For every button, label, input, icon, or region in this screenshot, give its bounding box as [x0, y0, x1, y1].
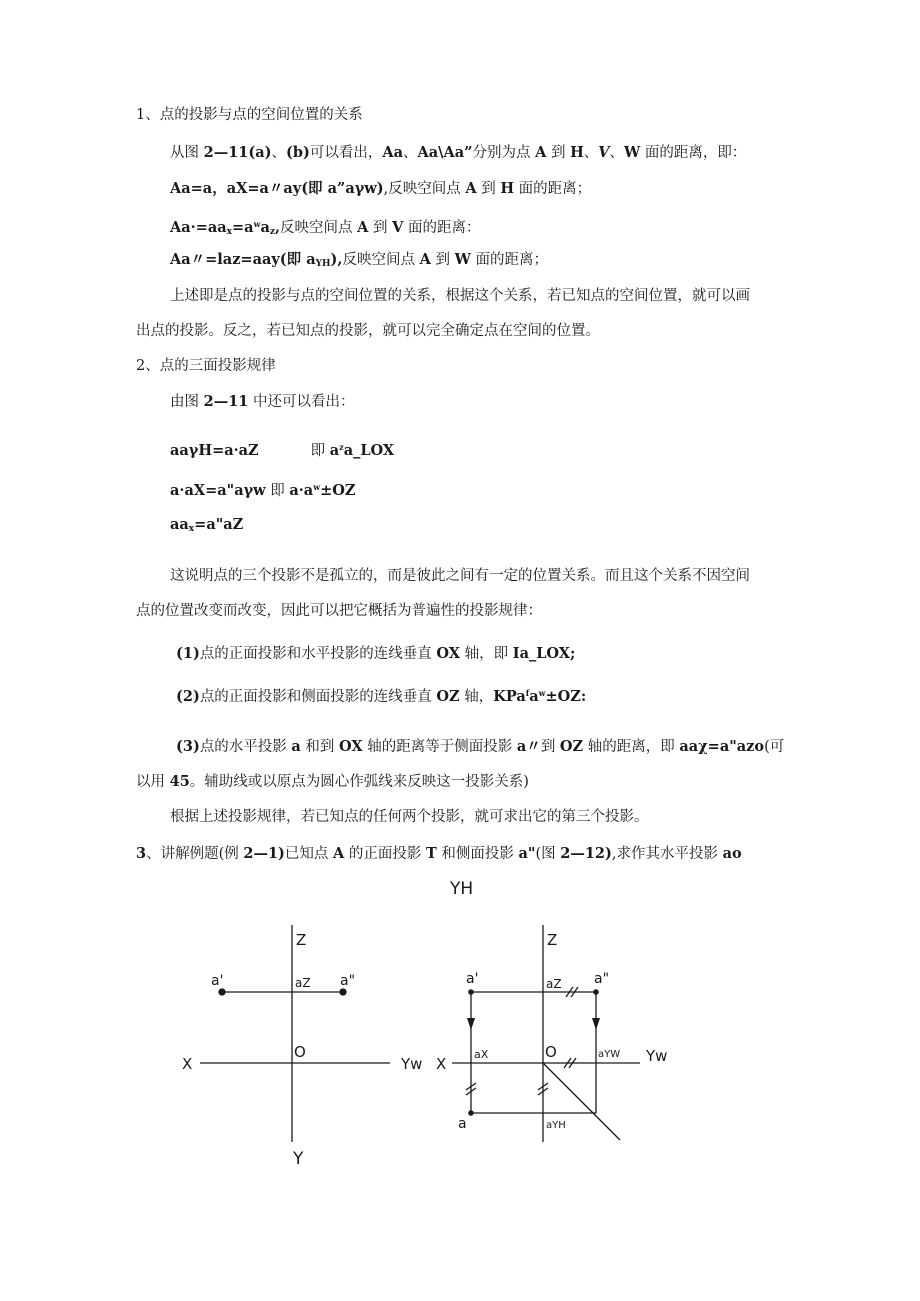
paragraph-4b: 点的位置改变而改变，因此可以把它概括为普遍性的投影规律： [136, 603, 542, 619]
formula-1: Aa=a，aX=a〃ay(即 a”aγw),反映空间点 A 到 H 面的距离； [170, 180, 592, 197]
formula-2: $Aa\cdot=aa_x=a^wa_z$,反映空间点 A 到 V 面的距离： [170, 219, 481, 237]
left-label-x: X [182, 1055, 193, 1073]
right-point-a-prime [468, 989, 474, 995]
paragraph-4a: 这说明点的三个投影不是孤立的，而是彼此之间有一定的位置关系。而且这个关系不因空间 [170, 568, 750, 584]
rule-1: aaγH=a·aZ 即 $a^za\_LOX$ [170, 442, 395, 459]
left-label-o: O [294, 1043, 306, 1061]
left-label-z: Z [296, 931, 307, 949]
left-point-a-dprime [340, 989, 346, 995]
paragraph-1: 从图 2—11(a)、(b)可以看出，Aa、Aa\Aa”分别为点 A 到 H、V、W 面的距离，即： [170, 144, 747, 161]
formula-3: Aa〃=laz=aay(即 $a_{YH}$),反映空间点 A 到 W 面的距离； [170, 251, 548, 269]
right-point-a-dprime [593, 989, 599, 995]
rule-2: a·aX=a"aγw 即 $a\cdot a^w\pm OZ$ [170, 482, 356, 499]
right-figure [452, 925, 640, 1142]
left-label-a-prime: a' [211, 973, 224, 989]
paragraph-2b: 出点的投影。反之，若已知点的投影，就可以完全确定点在空间的位置。 [136, 323, 600, 339]
left-point-a-prime [219, 989, 225, 995]
right-label-az: aZ [546, 977, 562, 991]
right-label-z: Z [547, 931, 558, 949]
heading-2: 2、点的三面投影规律 [136, 358, 276, 374]
right-label-ax: aX [474, 1048, 489, 1061]
left-label-az: aZ [295, 976, 311, 990]
right-point-a [468, 1110, 474, 1116]
law-1: (1)点的正面投影和水平投影的连线垂直 OX 轴，即 Ia_LOX; [176, 645, 576, 662]
rule-3: $aa_x=a"aZ$ [170, 516, 244, 534]
right-label-ayw: aYW [598, 1049, 621, 1060]
right-label-a-prime: a' [466, 971, 479, 987]
heading-1-text: 1、点的投影与点的空间位置的关系 [136, 107, 363, 123]
paragraph-2a: 上述即是点的投影与点的空间位置的关系，根据这个关系，若已知点的空间位置，就可以画 [170, 288, 750, 304]
arrow-down-left [467, 1018, 475, 1030]
paragraph-3: 由图 2—11 中还可以看出： [170, 393, 355, 410]
left-figure [200, 925, 390, 1142]
arrow-down-right [592, 1018, 600, 1030]
left-label-a-dprime: a" [340, 973, 356, 989]
caption-yh: YH [450, 879, 474, 899]
right-label-a-dprime: a" [594, 971, 610, 987]
heading-3: 3、讲解例题(例 2—1)已知点 A 的正面投影 T 和侧面投影 a"(图 2—12),求作其水平投影 ao [136, 845, 742, 862]
law-3-continued: 以用 45。辅助线或以原点为圆心作弧线来反映这一投影关系) [136, 773, 529, 790]
paragraph-5: 根据上述投影规律，若已知点的任何两个投影，就可求出它的第三个投影。 [170, 809, 649, 825]
right-label-o: O [545, 1043, 557, 1061]
right-label-ayh: aYH [546, 1120, 566, 1131]
left-label-yw: Yw [401, 1055, 423, 1073]
right-label-a: a [458, 1116, 467, 1132]
right-label-yw: Yw [646, 1047, 668, 1065]
law-2: (2)点的正面投影和侧面投影的连线垂直 OZ 轴，$KPa^fa^w\pm OZ$: [176, 688, 587, 705]
right-label-x: X [436, 1055, 447, 1073]
law-3: (3)点的水平投影 a 和到 OX 轴的距离等于侧面投影 a〃到 OZ 轴的距离，即 aaχ=a"azo(可 [176, 738, 785, 755]
caption-y: Y [293, 1149, 304, 1169]
